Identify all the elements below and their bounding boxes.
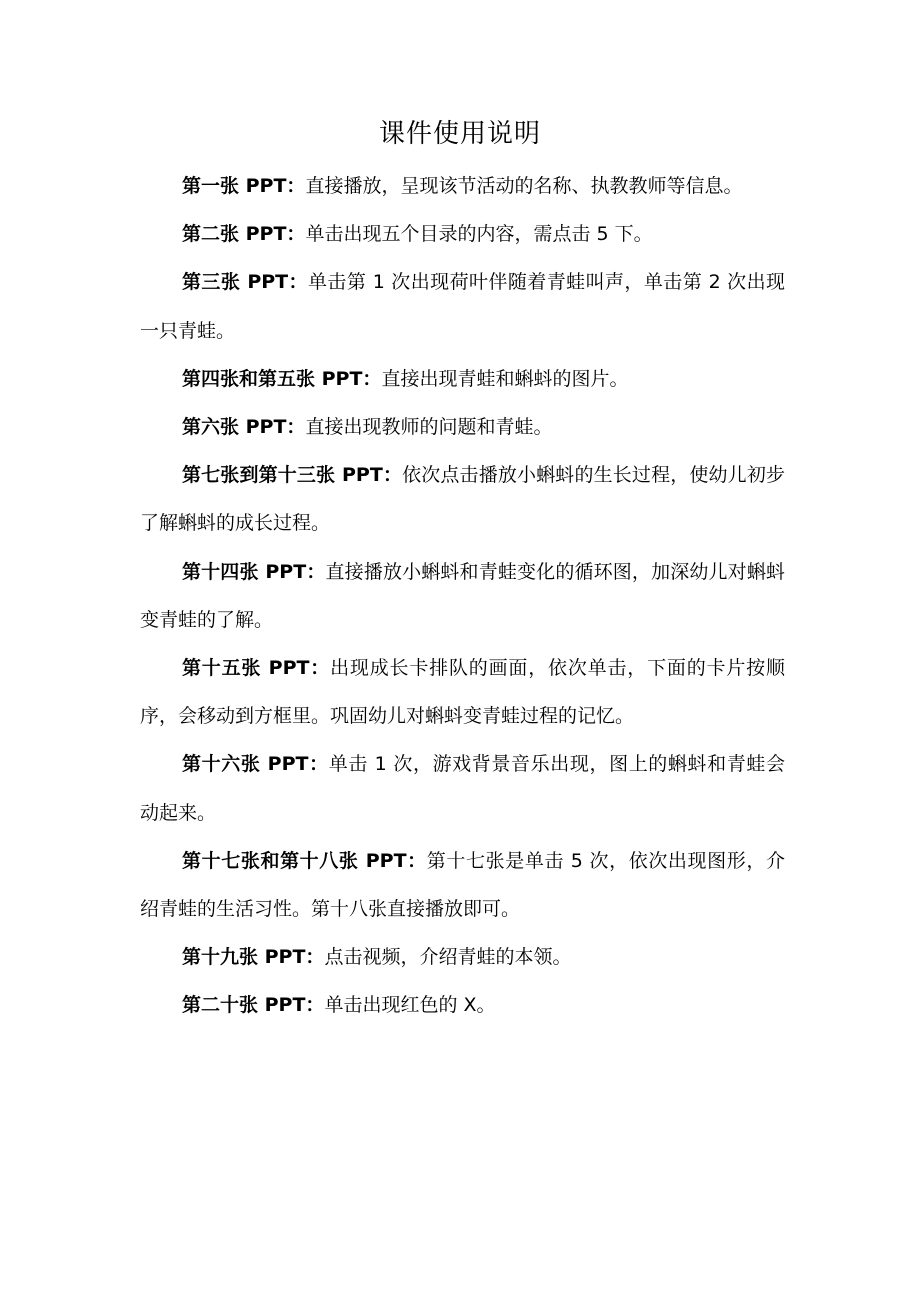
paragraph-text: 点击视频，介绍青蛙的本领。 [324,946,572,969]
paragraph-slide-20 [140,981,785,1029]
paragraph-lead: 第三张 PPT： [182,271,308,294]
paragraph-slide-19 [140,933,785,981]
paragraph-text: 直接播放小蝌蚪和青蛙变化的循环图，加深幼儿对蝌蚪变青蛙的了解。 [140,560,785,631]
paragraph-slide-6 [140,403,785,451]
paragraph-lead: 第二张 PPT： [182,223,306,246]
paragraph-lead: 第六张 PPT： [182,416,306,439]
paragraph-text: 单击出现红色的 X。 [324,994,496,1017]
paragraph-slide-1 [140,162,785,210]
paragraph-slide-17-18 [140,837,785,933]
paragraph-text: 第十七张是单击 5 次，依次出现图形，介绍青蛙的生活习性。第十八张直接播放即可。 [140,849,785,921]
paragraph-text: 单击 1 次，游戏背景音乐出现，图上的蝌蚪和青蛙会动起来。 [140,753,785,824]
paragraph-text: 直接出现教师的问题和青蛙。 [305,416,553,439]
paragraph-text: 直接出现青蛙和蝌蚪的图片。 [381,367,629,390]
paragraph-lead: 第十七张和第十八张 PPT： [182,849,427,872]
paragraph-slide-3 [140,258,785,354]
paragraph-lead: 第一张 PPT： [182,175,306,197]
paragraph-lead: 第十四张 PPT： [182,560,326,583]
paragraph-slide-16 [140,740,785,836]
paragraph-slide-7-13 [140,451,785,547]
paragraph-lead: 第十五张 PPT： [182,657,331,680]
paragraph-slide-14 [140,548,785,644]
document-body [140,162,785,1030]
paragraph-lead: 第七张到第十三张 PPT： [182,464,403,487]
paragraph-text: 单击出现五个目录的内容，需点击 5 下。 [305,223,653,246]
paragraph-text: 出现成长卡排队的画面，依次单击，下面的卡片按顺序，会移动到方框里。巩固幼儿对蝌蚪变青蛙过程的记忆。 [140,657,785,728]
paragraph-slide-15 [140,644,785,740]
document-title: 课件使用说明 [378,119,541,149]
paragraph-text: 直接播放，呈现该节活动的名称、执教教师等信息。 [305,175,743,197]
paragraph-lead: 第十九张 PPT： [182,946,325,969]
paragraph-lead: 第二十张 PPT： [182,994,325,1017]
paragraph-slide-2 [140,210,785,258]
paragraph-text: 依次点击播放小蝌蚪的生长过程，使幼儿初步了解蝌蚪的成长过程。 [140,464,785,535]
paragraph-lead: 第四张和第五张 PPT： [182,367,382,390]
paragraph-slide-4-5 [140,355,785,403]
paragraph-lead: 第十六张 PPT： [182,753,329,776]
paragraph-text: 单击第 1 次出现荷叶伴随着青蛙叫声，单击第 2 次出现一只青蛙。 [140,271,785,342]
